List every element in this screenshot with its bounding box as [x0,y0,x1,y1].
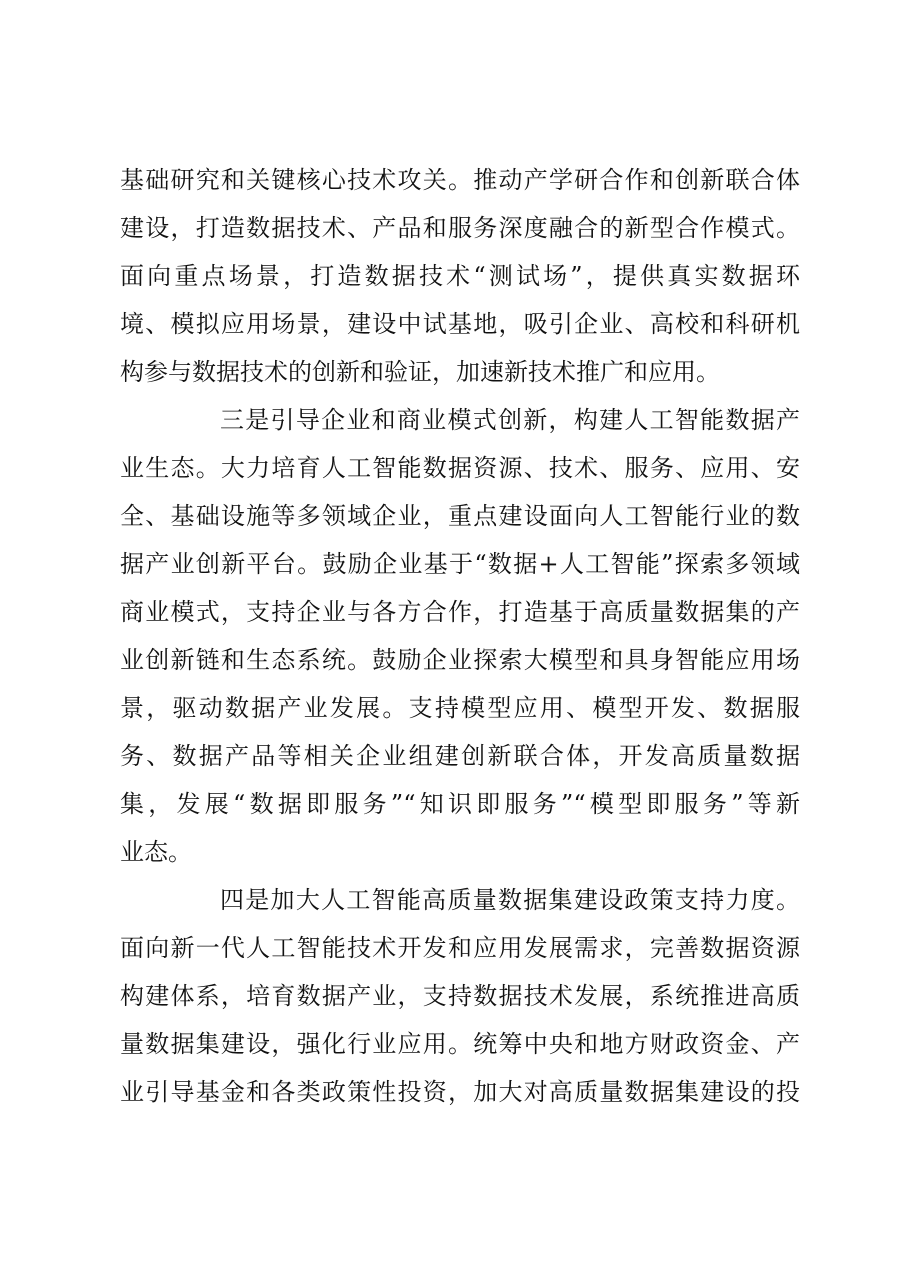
text-line: 集，发展“数据即服务”“知识即服务”“模型即服务”等新 [120,790,800,818]
text-line: 业态。 [120,838,192,866]
text-line: 全、基础设施等多领域企业，重点建设面向人工智能行业的数 [120,502,800,530]
document-body [120,156,800,1116]
text-line: 面向新一代人工智能技术开发和应用发展需求，完善数据资源 [120,934,800,962]
text-line: 景，驱动数据产业发展。支持模型应用、模型开发、数据服 [120,694,800,722]
text-line: 建设，打造数据技术、产品和服务深度融合的新型合作模式。 [120,214,800,242]
text-line: 构建体系，培育数据产业，支持数据技术发展，系统推进高质 [120,982,800,1010]
text-line: 业生态。大力培育人工智能数据资源、技术、服务、应用、安 [120,454,800,482]
text-line: 四是加大人工智能高质量数据集建设政策支持力度。 [220,886,800,914]
paragraph-3 [120,876,800,1116]
text-line: 务、数据产品等相关企业组建创新联合体，开发高质量数据 [120,742,800,770]
text-line: 业引导基金和各类政策性投资，加大对高质量数据集建设的投 [120,1078,800,1106]
text-line: 基础研究和关键核心技术攻关。推动产学研合作和创新联合体 [120,166,800,194]
text-line: 商业模式，支持企业与各方合作，打造基于高质量数据集的产 [120,598,800,626]
text-line: 量数据集建设，强化行业应用。统筹中央和地方财政资金、产 [120,1030,800,1058]
text-line: 构参与数据技术的创新和验证，加速新技术推广和应用。 [120,358,720,386]
text-line: 三是引导企业和商业模式创新，构建人工智能数据产 [220,406,800,434]
paragraph-1 [120,156,800,396]
text-line: 境、模拟应用场景，建设中试基地，吸引企业、高校和科研机 [120,310,800,338]
text-line: 据产业创新平台。鼓励企业基于“数据+人工智能”探索多领域 [120,550,800,578]
paragraph-2 [120,396,800,876]
text-line: 面向重点场景，打造数据技术“测试场”，提供真实数据环 [120,262,800,290]
text-line: 业创新链和生态系统。鼓励企业探索大模型和具身智能应用场 [120,646,800,674]
